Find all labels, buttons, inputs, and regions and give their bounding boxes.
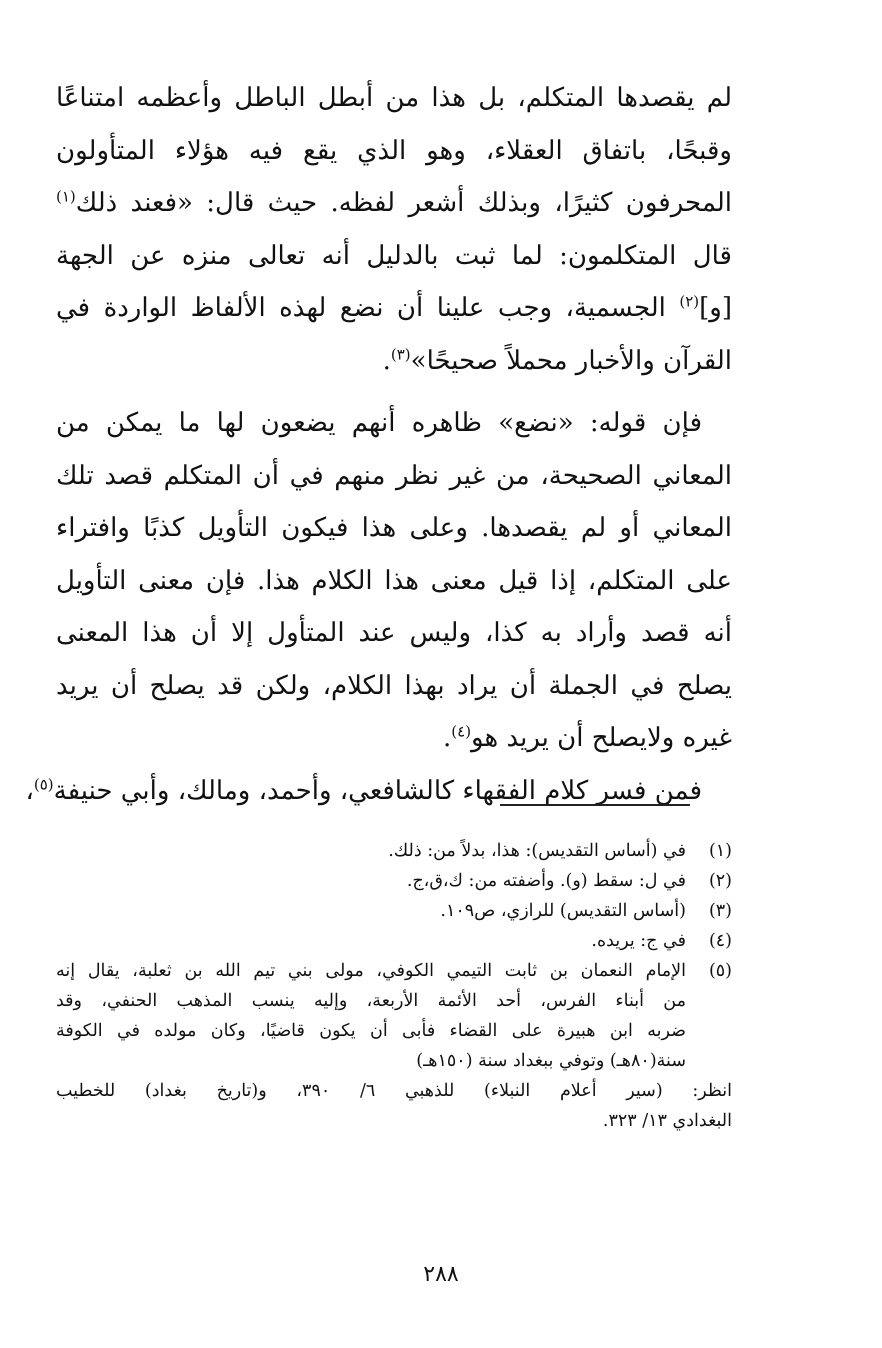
footnote-text: ضربه ابن هبيرة على القضاء فأبى أن يكون قاضيًا، وكان مولده في الكوفة <box>56 1021 686 1041</box>
text-line: على المتكلم، إذا قيل معنى هذا الكلام هذا. فإن معنى التأويل <box>56 565 732 596</box>
footnote-number: (٢) <box>708 871 732 891</box>
footnote-number: (٤) <box>708 931 732 951</box>
footnote-continuation <box>56 1076 732 1136</box>
footnote-number: (٣) <box>708 901 732 921</box>
footnote-text: البغدادي ١٣/ ٣٢٣. <box>602 1111 732 1131</box>
footnote-ref[interactable]: (٢) <box>679 292 700 311</box>
footnote <box>56 836 732 866</box>
footnote-number: (١) <box>708 841 732 861</box>
footnote-number: (٥) <box>708 961 732 981</box>
footnote-text: انظر: (سير أعلام النبلاء) للذهبي ٦/ ٣٩٠، و(تاريخ بغداد) للخطيب <box>56 1081 732 1101</box>
footnote-text: (أساس التقديس) للرازي، ص١٠٩. <box>440 901 686 921</box>
footnote <box>56 956 732 1076</box>
text-line: المعاني الصحيحة، من غير نظر منهم في أن المتكلم قصد تلك <box>56 460 732 491</box>
text-line: قال المتكلمون: لما ثبت بالدليل أنه تعالى منزه عن الجهة <box>56 240 732 271</box>
text-line: لم يقصدها المتكلم، بل هذا من أبطل الباطل وأعظمه امتناعًا <box>56 83 732 113</box>
footnote-separator <box>500 804 690 806</box>
footnote-text: الإمام النعمان بن ثابت التيمي الكوفي، مولى بني تيم الله بن ثعلبة، يقال إنه <box>56 961 686 981</box>
text-line: فمن فسر كلام الفقهاء كالشافعي، وأحمد، ومالك، وأبي حنيفة$^{(٥)}$، <box>25 774 702 806</box>
footnote-text: في (أساس التقديس): هذا، بدلاً من: ذلك. <box>388 841 686 861</box>
text-line: وقبحًا، باتفاق العقلاء، وهو الذي يقع فيه هؤلاء المتأولون <box>56 135 732 166</box>
footnote <box>56 896 732 926</box>
text-line: المحرفون كثيرًا، وبذلك أشعر لفظه. حيث قال: «فعند ذلك$^{(١)}$ <box>56 187 732 218</box>
text-line: يصلح في الجملة أن يراد بهذا الكلام، ولكن قد يصلح أن يريد <box>56 670 732 701</box>
text-line: المعاني أو لم يقصدها. وعلى هذا فيكون التأويل كذبًا وافتراء <box>56 513 732 543</box>
text-line: أنه قصد وأراد به كذا، وليس عند المتأول إلا أن هذا المعنى <box>56 618 732 648</box>
main-text <box>25 72 732 817</box>
footnote-ref[interactable]: (٣) <box>390 344 411 363</box>
footnote-text: سنة(٨٠هـ) وتوفي ببغداد سنة (١٥٠هـ) <box>416 1051 686 1071</box>
text-line: القرآن والأخبار محملاً صحيحًا»$^{(٣)}$. <box>382 344 732 376</box>
footnote-text: في ج: يريده. <box>591 931 686 951</box>
footnote-ref[interactable]: (٥) <box>33 774 54 793</box>
text-line: فإن قوله: «نضع» ظاهره أنهم يضعون لها ما يمكن من <box>56 408 702 438</box>
page-number: ٢٨٨ <box>423 1262 459 1287</box>
footnote <box>56 926 732 956</box>
footnote-ref[interactable]: (١) <box>56 187 76 206</box>
footnote <box>56 866 732 896</box>
text-line: غيره ولايصلح أن يريد هو$^{(٤)}$. <box>443 722 732 753</box>
footnote-text: من أبناء الفرس، أحد الأئمة الأربعة، وإليه ينسب المذهب الحنفي، وقد <box>56 991 686 1011</box>
footnote-text: في ل: سقط (و). وأضفته من: ك،ق،ج. <box>406 871 686 891</box>
footnote-ref[interactable]: (٤) <box>451 722 472 741</box>
text-line: [و]$^{(٢)}$ الجسمية، وجب علينا أن نضع لهذه الألفاظ الواردة في <box>56 292 732 323</box>
footnotes <box>56 836 732 1136</box>
